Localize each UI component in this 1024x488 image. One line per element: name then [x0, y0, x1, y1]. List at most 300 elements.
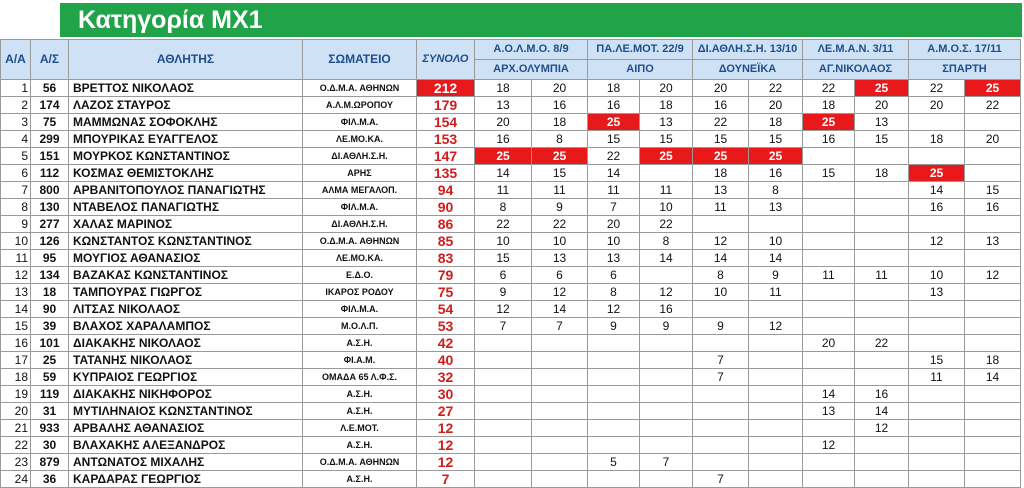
table-row[interactable] — [1, 250, 1021, 267]
cell-score[interactable]: 18 — [749, 114, 803, 131]
cell-score[interactable] — [532, 369, 588, 386]
cell-total[interactable]: 12 — [417, 420, 475, 437]
cell-score[interactable]: 20 — [588, 216, 640, 233]
cell-score[interactable]: 12 — [855, 420, 909, 437]
cell-score[interactable]: 15 — [475, 250, 532, 267]
cell-score[interactable] — [475, 420, 532, 437]
cell-score[interactable] — [640, 352, 693, 369]
cell-score[interactable]: 9 — [640, 318, 693, 335]
cell-score[interactable] — [640, 165, 693, 182]
cell-score[interactable]: 16 — [640, 301, 693, 318]
cell-score[interactable]: 11 — [909, 369, 965, 386]
cell-as[interactable]: 879 — [31, 454, 69, 471]
cell-score[interactable] — [749, 386, 803, 403]
table-row[interactable] — [1, 165, 1021, 182]
cell-score[interactable] — [909, 114, 965, 131]
cell-athlete[interactable]: ΧΑΛΑΣ ΜΑΡΙΝΟΣ — [69, 216, 303, 233]
cell-as[interactable]: 933 — [31, 420, 69, 437]
cell-score[interactable]: 12 — [532, 284, 588, 301]
cell-total[interactable]: 12 — [417, 437, 475, 454]
cell-score[interactable] — [588, 420, 640, 437]
cell-athlete[interactable]: ΜΥΤΙΛΗΝΑΙΟΣ ΚΩΝΣΤΑΝΤΙΝΟΣ — [69, 403, 303, 420]
cell-score[interactable] — [965, 216, 1021, 233]
cell-score[interactable] — [532, 403, 588, 420]
cell-aa[interactable]: 14 — [1, 301, 31, 318]
cell-score[interactable] — [909, 318, 965, 335]
cell-score[interactable]: 10 — [475, 233, 532, 250]
cell-aa[interactable]: 21 — [1, 420, 31, 437]
cell-aa[interactable]: 9 — [1, 216, 31, 233]
cell-as[interactable]: 39 — [31, 318, 69, 335]
cell-score[interactable]: 16 — [909, 199, 965, 216]
cell-club[interactable]: Α.Σ.Η. — [303, 437, 417, 454]
cell-score[interactable]: 16 — [803, 131, 855, 148]
cell-score[interactable]: 7 — [640, 454, 693, 471]
cell-score[interactable] — [909, 471, 965, 488]
cell-score[interactable]: 16 — [475, 131, 532, 148]
cell-score[interactable] — [749, 437, 803, 454]
cell-score[interactable] — [693, 454, 749, 471]
cell-score[interactable] — [909, 437, 965, 454]
cell-score[interactable]: 11 — [532, 182, 588, 199]
cell-total[interactable]: 42 — [417, 335, 475, 352]
cell-club[interactable]: Ο.Δ.Μ.Α. ΑΘΗΝΩΝ — [303, 80, 417, 97]
cell-score[interactable]: 20 — [693, 80, 749, 97]
cell-score[interactable]: 14 — [588, 165, 640, 182]
cell-score[interactable] — [909, 454, 965, 471]
cell-as[interactable]: 95 — [31, 250, 69, 267]
cell-as[interactable]: 112 — [31, 165, 69, 182]
cell-score[interactable] — [693, 420, 749, 437]
cell-score[interactable]: 7 — [693, 369, 749, 386]
cell-as[interactable]: 277 — [31, 216, 69, 233]
cell-aa[interactable]: 16 — [1, 335, 31, 352]
cell-club[interactable]: ΦΙΛ.Μ.Α. — [303, 199, 417, 216]
cell-score[interactable]: 9 — [475, 284, 532, 301]
cell-as[interactable]: 18 — [31, 284, 69, 301]
cell-score[interactable]: 25 — [803, 114, 855, 131]
cell-score[interactable] — [532, 352, 588, 369]
cell-aa[interactable]: 8 — [1, 199, 31, 216]
cell-score[interactable] — [803, 420, 855, 437]
table-row[interactable] — [1, 97, 1021, 114]
cell-aa[interactable]: 20 — [1, 403, 31, 420]
cell-as[interactable]: 56 — [31, 80, 69, 97]
cell-score[interactable]: 16 — [855, 386, 909, 403]
cell-score[interactable]: 25 — [532, 148, 588, 165]
cell-athlete[interactable]: ΔΙΑΚΑΚΗΣ ΝΙΚΟΛΑΟΣ — [69, 335, 303, 352]
cell-aa[interactable]: 5 — [1, 148, 31, 165]
table-row[interactable] — [1, 369, 1021, 386]
cell-total[interactable]: 53 — [417, 318, 475, 335]
cell-score[interactable]: 12 — [749, 318, 803, 335]
cell-score[interactable] — [803, 148, 855, 165]
cell-aa[interactable]: 23 — [1, 454, 31, 471]
cell-total[interactable]: 83 — [417, 250, 475, 267]
cell-score[interactable]: 10 — [909, 267, 965, 284]
cell-score[interactable]: 11 — [855, 267, 909, 284]
cell-score[interactable]: 6 — [475, 267, 532, 284]
cell-score[interactable]: 22 — [803, 80, 855, 97]
cell-score[interactable] — [965, 165, 1021, 182]
cell-score[interactable]: 9 — [749, 267, 803, 284]
cell-score[interactable] — [640, 420, 693, 437]
cell-score[interactable] — [965, 250, 1021, 267]
cell-club[interactable]: ΑΛΜΑ ΜΕΓΑΛΟΠ. — [303, 182, 417, 199]
cell-score[interactable] — [803, 471, 855, 488]
cell-score[interactable]: 18 — [640, 97, 693, 114]
cell-club[interactable]: Μ.Ο.Λ.Π. — [303, 318, 417, 335]
table-row[interactable] — [1, 403, 1021, 420]
cell-total[interactable]: 30 — [417, 386, 475, 403]
cell-score[interactable] — [475, 335, 532, 352]
cell-score[interactable] — [803, 301, 855, 318]
cell-club[interactable]: ΔΙ.ΑΘΛΗ.Σ.Η. — [303, 216, 417, 233]
cell-score[interactable]: 14 — [855, 403, 909, 420]
cell-athlete[interactable]: ΜΟΥΓΙΟΣ ΑΘΑΝΑΣΙΟΣ — [69, 250, 303, 267]
cell-aa[interactable]: 22 — [1, 437, 31, 454]
cell-total[interactable]: 7 — [417, 471, 475, 488]
table-row[interactable] — [1, 267, 1021, 284]
cell-as[interactable]: 134 — [31, 267, 69, 284]
cell-score[interactable]: 20 — [749, 97, 803, 114]
cell-score[interactable]: 13 — [965, 233, 1021, 250]
table-row[interactable] — [1, 80, 1021, 97]
cell-as[interactable]: 36 — [31, 471, 69, 488]
cell-score[interactable]: 8 — [749, 182, 803, 199]
cell-score[interactable] — [855, 233, 909, 250]
cell-score[interactable] — [855, 182, 909, 199]
cell-score[interactable] — [640, 267, 693, 284]
cell-score[interactable]: 11 — [640, 182, 693, 199]
cell-club[interactable]: Α.Σ.Η. — [303, 403, 417, 420]
cell-score[interactable] — [475, 471, 532, 488]
cell-score[interactable] — [532, 454, 588, 471]
cell-score[interactable] — [588, 386, 640, 403]
cell-club[interactable]: Λ.Ε.ΜΟΤ. — [303, 420, 417, 437]
cell-as[interactable]: 101 — [31, 335, 69, 352]
cell-score[interactable]: 25 — [965, 80, 1021, 97]
cell-score[interactable]: 5 — [588, 454, 640, 471]
cell-score[interactable] — [855, 437, 909, 454]
cell-score[interactable]: 18 — [965, 352, 1021, 369]
cell-score[interactable]: 12 — [803, 437, 855, 454]
cell-score[interactable] — [640, 335, 693, 352]
cell-score[interactable]: 12 — [909, 233, 965, 250]
cell-score[interactable]: 7 — [588, 199, 640, 216]
cell-score[interactable] — [803, 284, 855, 301]
cell-aa[interactable]: 24 — [1, 471, 31, 488]
cell-score[interactable]: 6 — [588, 267, 640, 284]
cell-score[interactable] — [965, 437, 1021, 454]
table-row[interactable] — [1, 148, 1021, 165]
cell-score[interactable] — [588, 403, 640, 420]
cell-score[interactable]: 13 — [532, 250, 588, 267]
cell-score[interactable] — [965, 318, 1021, 335]
cell-athlete[interactable]: ΑΝΤΩΝΑΤΟΣ ΜΙΧΑΛΗΣ — [69, 454, 303, 471]
cell-club[interactable]: ΦΙΛ.Μ.Α. — [303, 301, 417, 318]
cell-score[interactable] — [965, 403, 1021, 420]
cell-score[interactable] — [693, 301, 749, 318]
cell-score[interactable]: 18 — [855, 165, 909, 182]
cell-score[interactable] — [803, 250, 855, 267]
table-row[interactable] — [1, 199, 1021, 216]
cell-score[interactable] — [588, 352, 640, 369]
cell-score[interactable]: 15 — [588, 131, 640, 148]
cell-as[interactable]: 59 — [31, 369, 69, 386]
cell-score[interactable]: 12 — [475, 301, 532, 318]
table-row[interactable] — [1, 318, 1021, 335]
cell-score[interactable]: 15 — [532, 165, 588, 182]
cell-club[interactable]: ΑΡΗΣ — [303, 165, 417, 182]
cell-as[interactable]: 31 — [31, 403, 69, 420]
cell-score[interactable] — [532, 420, 588, 437]
cell-score[interactable] — [965, 301, 1021, 318]
cell-score[interactable]: 14 — [965, 369, 1021, 386]
table-row[interactable] — [1, 301, 1021, 318]
cell-score[interactable]: 9 — [532, 199, 588, 216]
cell-club[interactable]: Α.Σ.Η. — [303, 471, 417, 488]
cell-as[interactable]: 126 — [31, 233, 69, 250]
cell-score[interactable] — [588, 437, 640, 454]
cell-athlete[interactable]: ΒΡΕΤΤΟΣ ΝΙΚΟΛΑΟΣ — [69, 80, 303, 97]
cell-as[interactable]: 299 — [31, 131, 69, 148]
cell-score[interactable]: 14 — [475, 165, 532, 182]
cell-total[interactable]: 179 — [417, 97, 475, 114]
cell-score[interactable] — [965, 284, 1021, 301]
cell-athlete[interactable]: ΚΥΠΡΑΙΟΣ ΓΕΩΡΓΙΟΣ — [69, 369, 303, 386]
cell-score[interactable] — [588, 335, 640, 352]
cell-score[interactable] — [965, 471, 1021, 488]
cell-total[interactable]: 147 — [417, 148, 475, 165]
cell-aa[interactable]: 1 — [1, 80, 31, 97]
cell-athlete[interactable]: ΒΛΑΧΑΚΗΣ ΑΛΕΞΑΝΔΡΟΣ — [69, 437, 303, 454]
cell-aa[interactable]: 15 — [1, 318, 31, 335]
cell-athlete[interactable]: ΜΑΜΜΩΝΑΣ ΣΟΦΟΚΛΗΣ — [69, 114, 303, 131]
table-row[interactable] — [1, 131, 1021, 148]
cell-score[interactable] — [909, 386, 965, 403]
cell-score[interactable] — [965, 386, 1021, 403]
cell-score[interactable] — [855, 284, 909, 301]
cell-score[interactable]: 12 — [965, 267, 1021, 284]
cell-score[interactable] — [693, 216, 749, 233]
cell-score[interactable]: 13 — [803, 403, 855, 420]
cell-score[interactable]: 8 — [640, 233, 693, 250]
cell-score[interactable]: 16 — [532, 97, 588, 114]
cell-score[interactable] — [855, 471, 909, 488]
cell-total[interactable]: 85 — [417, 233, 475, 250]
cell-athlete[interactable]: ΜΠΟΥΡΙΚΑΣ ΕΥΑΓΓΕΛΟΣ — [69, 131, 303, 148]
cell-athlete[interactable]: ΛΑΖΟΣ ΣΤΑΥΡΟΣ — [69, 97, 303, 114]
cell-as[interactable]: 25 — [31, 352, 69, 369]
cell-score[interactable] — [909, 250, 965, 267]
cell-score[interactable]: 22 — [532, 216, 588, 233]
cell-score[interactable]: 15 — [909, 352, 965, 369]
table-row[interactable] — [1, 420, 1021, 437]
table-row[interactable] — [1, 437, 1021, 454]
cell-score[interactable]: 15 — [749, 131, 803, 148]
cell-score[interactable] — [965, 420, 1021, 437]
cell-score[interactable] — [909, 420, 965, 437]
cell-score[interactable] — [693, 437, 749, 454]
cell-score[interactable]: 22 — [693, 114, 749, 131]
cell-score[interactable]: 7 — [693, 352, 749, 369]
cell-score[interactable]: 11 — [749, 284, 803, 301]
cell-score[interactable]: 18 — [693, 165, 749, 182]
cell-score[interactable]: 22 — [909, 80, 965, 97]
cell-score[interactable]: 14 — [749, 250, 803, 267]
cell-score[interactable]: 8 — [693, 267, 749, 284]
cell-score[interactable]: 20 — [640, 80, 693, 97]
cell-score[interactable]: 14 — [909, 182, 965, 199]
table-row[interactable] — [1, 454, 1021, 471]
cell-club[interactable]: ΛΕ.ΜΟ.ΚΑ. — [303, 131, 417, 148]
cell-athlete[interactable]: ΤΑΜΠΟΥΡΑΣ ΓΙΩΡΓΟΣ — [69, 284, 303, 301]
cell-score[interactable]: 25 — [749, 148, 803, 165]
cell-athlete[interactable]: ΑΡΒΑΝΙΤΟΠΟΥΛΟΣ ΠΑΝΑΓΙΩΤΗΣ — [69, 182, 303, 199]
cell-score[interactable] — [855, 250, 909, 267]
cell-score[interactable] — [803, 216, 855, 233]
cell-athlete[interactable]: ΑΡΒΑΛΗΣ ΑΘΑΝΑΣΙΟΣ — [69, 420, 303, 437]
cell-club[interactable]: ΦΙΛ.Μ.Α. — [303, 114, 417, 131]
cell-score[interactable]: 18 — [588, 80, 640, 97]
cell-club[interactable]: ΛΕ.ΜΟ.ΚΑ. — [303, 250, 417, 267]
cell-score[interactable] — [803, 369, 855, 386]
cell-club[interactable]: Α.Σ.Η. — [303, 386, 417, 403]
cell-score[interactable]: 7 — [475, 318, 532, 335]
cell-score[interactable]: 25 — [693, 148, 749, 165]
cell-aa[interactable]: 13 — [1, 284, 31, 301]
cell-score[interactable]: 20 — [965, 131, 1021, 148]
cell-aa[interactable]: 12 — [1, 267, 31, 284]
cell-score[interactable]: 14 — [640, 250, 693, 267]
cell-score[interactable] — [532, 386, 588, 403]
cell-total[interactable]: 135 — [417, 165, 475, 182]
table-row[interactable] — [1, 216, 1021, 233]
cell-club[interactable]: Α.Σ.Η. — [303, 335, 417, 352]
cell-score[interactable]: 12 — [640, 284, 693, 301]
cell-total[interactable]: 32 — [417, 369, 475, 386]
cell-score[interactable]: 10 — [693, 284, 749, 301]
cell-score[interactable]: 18 — [909, 131, 965, 148]
cell-total[interactable]: 54 — [417, 301, 475, 318]
cell-score[interactable]: 8 — [475, 199, 532, 216]
cell-aa[interactable]: 18 — [1, 369, 31, 386]
cell-score[interactable] — [909, 335, 965, 352]
cell-as[interactable]: 75 — [31, 114, 69, 131]
cell-club[interactable]: Ο.Δ.Μ.Α. ΑΘΗΝΩΝ — [303, 454, 417, 471]
cell-score[interactable]: 13 — [693, 182, 749, 199]
cell-score[interactable]: 25 — [475, 148, 532, 165]
cell-score[interactable]: 9 — [588, 318, 640, 335]
cell-club[interactable]: ΟΜΑΔΑ 65 Λ.Φ.Σ. — [303, 369, 417, 386]
cell-as[interactable]: 90 — [31, 301, 69, 318]
cell-score[interactable] — [803, 199, 855, 216]
cell-score[interactable]: 10 — [749, 233, 803, 250]
cell-score[interactable] — [803, 233, 855, 250]
table-row[interactable] — [1, 352, 1021, 369]
cell-total[interactable]: 75 — [417, 284, 475, 301]
cell-total[interactable]: 86 — [417, 216, 475, 233]
cell-score[interactable]: 18 — [803, 97, 855, 114]
cell-score[interactable]: 20 — [909, 97, 965, 114]
cell-score[interactable] — [640, 403, 693, 420]
cell-aa[interactable]: 19 — [1, 386, 31, 403]
cell-score[interactable]: 16 — [965, 199, 1021, 216]
cell-score[interactable]: 22 — [588, 148, 640, 165]
cell-score[interactable] — [855, 369, 909, 386]
cell-aa[interactable]: 2 — [1, 97, 31, 114]
cell-total[interactable]: 12 — [417, 454, 475, 471]
cell-score[interactable]: 13 — [640, 114, 693, 131]
cell-score[interactable] — [475, 386, 532, 403]
table-row[interactable] — [1, 284, 1021, 301]
cell-score[interactable] — [855, 454, 909, 471]
cell-score[interactable] — [803, 454, 855, 471]
table-row[interactable] — [1, 471, 1021, 488]
cell-score[interactable] — [532, 335, 588, 352]
cell-score[interactable] — [855, 148, 909, 165]
cell-score[interactable]: 25 — [855, 80, 909, 97]
cell-athlete[interactable]: ΤΑΤΑΝΗΣ ΝΙΚΟΛΑΟΣ — [69, 352, 303, 369]
cell-score[interactable] — [749, 403, 803, 420]
cell-score[interactable]: 12 — [693, 233, 749, 250]
cell-score[interactable]: 11 — [693, 199, 749, 216]
cell-score[interactable] — [749, 301, 803, 318]
cell-score[interactable] — [588, 471, 640, 488]
cell-score[interactable]: 14 — [693, 250, 749, 267]
table-row[interactable] — [1, 182, 1021, 199]
cell-athlete[interactable]: ΒΑΖΑΚΑΣ ΚΩΝΣΤΑΝΤΙΝΟΣ — [69, 267, 303, 284]
cell-score[interactable] — [855, 301, 909, 318]
cell-total[interactable]: 94 — [417, 182, 475, 199]
cell-score[interactable]: 20 — [803, 335, 855, 352]
table-row[interactable] — [1, 233, 1021, 250]
cell-score[interactable]: 10 — [588, 233, 640, 250]
cell-score[interactable]: 7 — [693, 471, 749, 488]
cell-score[interactable] — [749, 454, 803, 471]
cell-score[interactable]: 9 — [693, 318, 749, 335]
cell-total[interactable]: 27 — [417, 403, 475, 420]
cell-score[interactable]: 14 — [803, 386, 855, 403]
cell-aa[interactable]: 7 — [1, 182, 31, 199]
cell-total[interactable]: 154 — [417, 114, 475, 131]
cell-aa[interactable]: 3 — [1, 114, 31, 131]
cell-score[interactable]: 20 — [855, 97, 909, 114]
cell-club[interactable]: ΔΙ.ΑΘΛΗ.Σ.Η. — [303, 148, 417, 165]
cell-athlete[interactable]: ΔΙΑΚΑΚΗΣ ΝΙΚΗΦΟΡΟΣ — [69, 386, 303, 403]
cell-score[interactable] — [532, 437, 588, 454]
cell-score[interactable]: 6 — [532, 267, 588, 284]
cell-score[interactable]: 13 — [855, 114, 909, 131]
cell-score[interactable]: 22 — [640, 216, 693, 233]
cell-score[interactable]: 22 — [475, 216, 532, 233]
cell-athlete[interactable]: ΚΑΡΔΑΡΑΣ ΓΕΩΡΓΙΟΣ — [69, 471, 303, 488]
cell-athlete[interactable]: ΚΟΣΜΑΣ ΘΕΜΙΣΤΟΚΛΗΣ — [69, 165, 303, 182]
table-row[interactable] — [1, 386, 1021, 403]
cell-aa[interactable]: 4 — [1, 131, 31, 148]
cell-score[interactable]: 12 — [588, 301, 640, 318]
cell-score[interactable] — [965, 454, 1021, 471]
cell-score[interactable] — [909, 403, 965, 420]
table-row[interactable] — [1, 335, 1021, 352]
cell-score[interactable]: 13 — [909, 284, 965, 301]
cell-score[interactable] — [640, 437, 693, 454]
cell-score[interactable]: 22 — [855, 335, 909, 352]
cell-aa[interactable]: 17 — [1, 352, 31, 369]
cell-aa[interactable]: 6 — [1, 165, 31, 182]
cell-score[interactable] — [803, 318, 855, 335]
